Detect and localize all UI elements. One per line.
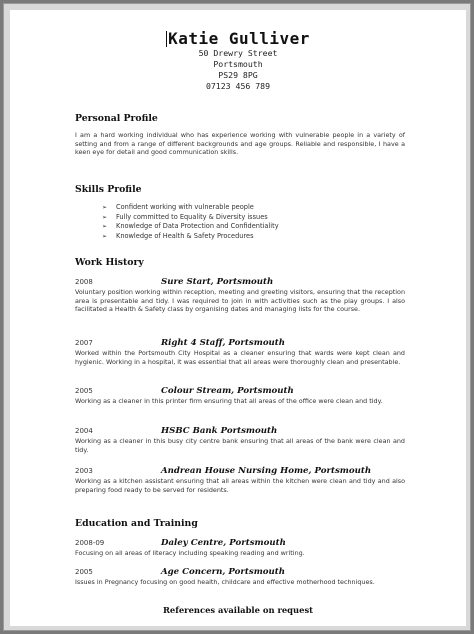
work-employer: Andrean House Nursing Home, Portsmouth [161,466,372,476]
address-line-city: Portsmouth [213,59,263,69]
work-year: 2005 [75,387,93,395]
work-entry [75,426,405,454]
work-year: 2003 [75,467,93,475]
arrow-bullet-icon: ➢ [102,204,108,211]
work-employer: HSBC Bank Portsmouth [161,426,278,436]
work-entry [75,466,405,494]
candidate-name: Katie Gulliver [168,29,310,48]
phone-number: 07123 456 789 [205,81,271,91]
work-description: Working as a cleaner in this printer firm ensuring that all areas of the office were clean and tidy. [75,397,383,405]
education-year: 2008-09 [75,539,105,547]
education-heading: Education and Training [75,518,198,529]
skills-profile-heading: Skills Profile [75,184,142,195]
work-employer: Right 4 Staff, Portsmouth [161,338,286,348]
work-year: 2004 [75,427,93,435]
work-employer: Colour Stream, Portsmouth [161,386,294,396]
references-note: References available on request [162,605,314,615]
text-cursor [166,31,167,47]
education-year: 2005 [75,568,93,576]
cv-header [10,30,466,92]
skill-item: ➢ Knowledge of Data Protection and Confidentiality [102,222,279,231]
address-line-street: 50 Drewry Street [198,48,278,58]
education-entry [75,538,405,558]
cv-page [10,10,466,626]
skill-item: ➢ Knowledge of Health & Safety Procedures [102,231,254,240]
arrow-bullet-icon: ➢ [102,232,108,240]
skills-list [102,203,279,241]
personal-profile-heading: Personal Profile [75,113,158,124]
work-employer: Sure Start, Portsmouth [161,277,274,287]
work-description: Working as a cleaner in this busy city centre bank ensuring that all areas of the bank were clean and tidy. [75,437,405,454]
skill-item: ➢ Confident working with vulnerable people [102,203,254,211]
work-history-heading: Work History [75,257,144,268]
arrow-bullet-icon: ➢ [102,213,108,221]
work-entry [75,277,405,314]
work-description: Worked within the Portsmouth City Hospital as a cleaner ensuring that wards were kept clean and hygienic. Working in a hospital, it was essential that all areas were thoroughly clean and presentable. [75,349,405,366]
education-description: Issues in Pregnancy focusing on good health, childcare and effective motherhood techniques. [75,578,375,586]
work-entry [75,338,405,366]
work-description: Voluntary position working within reception, meeting and greeting visitors, ensuring that the reception area is presentable and tidy. I was required to join in with activities such as the play groups. I also facilitated a Health & Safety class by organising dates and managing lists for the course. [75,288,405,314]
arrow-bullet-icon: ➢ [102,223,108,231]
work-description: Working as a kitchen assistant ensuring that all areas within the kitchen were clean and tidy and also preparing food ready to be served for residents. [75,477,405,494]
work-year: 2007 [75,339,93,347]
work-year: 2008 [75,278,93,286]
personal-profile-text: I am a hard working individual who has experience working with vulnerable people in a variety of setting and from a range of different backgrounds and age groups. Reliable and responsible, I have a keen eye for detail and good communication skills. [75,131,405,157]
education-entry [75,567,405,587]
education-provider: Age Concern, Portsmouth [161,567,286,577]
address-line-postcode: PS29 8PG [218,70,258,80]
work-entry [75,386,405,406]
document-frame [3,3,471,631]
education-provider: Daley Centre, Portsmouth [161,538,286,548]
skill-item: ➢ Fully committed to Equality & Diversity issues [102,212,268,221]
education-description: Focusing on all areas of literacy including speaking reading and writing. [75,549,305,557]
